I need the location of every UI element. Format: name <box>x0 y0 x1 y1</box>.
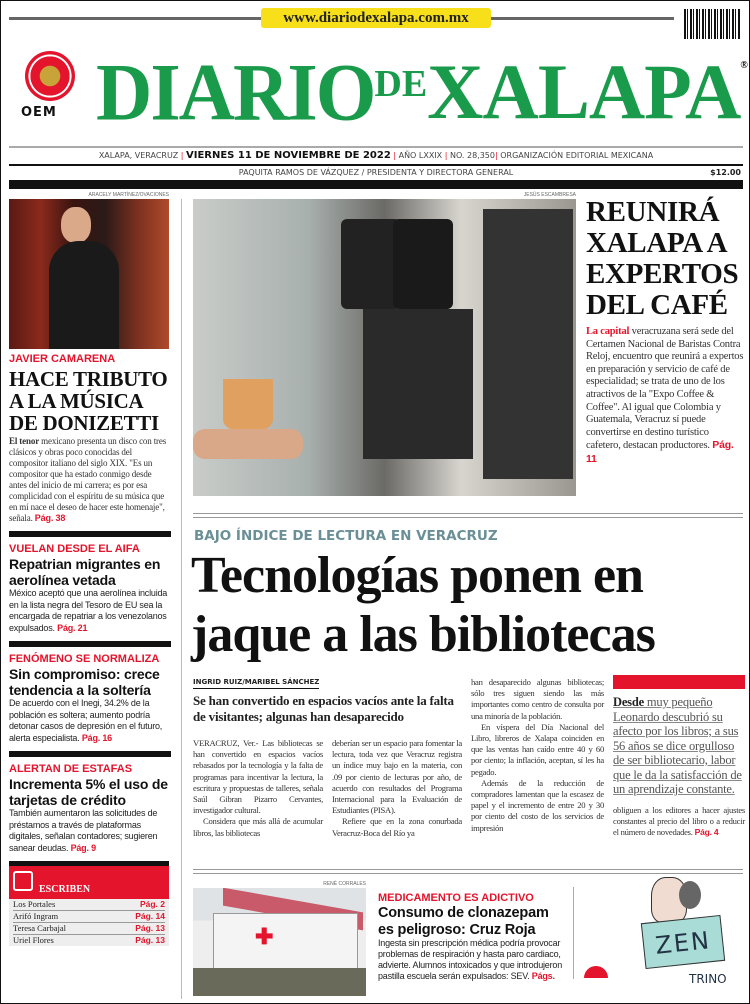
columnist-name: Teresa Carbajal <box>13 923 66 933</box>
masthead-diario: DIARIO <box>96 45 375 138</box>
body-text: En víspera del Día Nacional del Libro, libreros de Xalapa coinciden en que las ventas han caído entre 40 y 60 por ciento; la inflación, aceptan, sí les ha pegado. <box>471 721 604 777</box>
page-ref[interactable]: Pág. 38 <box>34 513 66 523</box>
body-text: deberían ser un espacio para fomentar la lectura, toda vez que Veracruz registra un índice muy bajo en la materia, con .09 por ciento de lecturas por año, de acuerdo con resultados del Programa Internacional para la Evaluación de Estudiantes (PISA). <box>332 738 462 816</box>
headline: Sin compromiso: crece tendencia a la soltería <box>9 666 160 698</box>
body-text: También aumentaron las solicitudes de préstamos a través de plataformas digitales, señalan contadores; sugieren sanear deudas. <box>9 808 158 853</box>
body-text: De acuerdo con el Inegi, 34.2% de la población es soltera; aumento podría detonar casos de depresión en el futuro, alerta especialista. <box>9 698 163 743</box>
story-body <box>586 326 744 467</box>
headphones-icon <box>679 881 701 909</box>
masthead <box>96 45 748 138</box>
registered-mark: ® <box>740 60 748 71</box>
page-ref[interactable]: Pág. 16 <box>81 732 112 743</box>
double-rule <box>193 513 743 518</box>
coffee-grinders-photo[interactable] <box>193 199 576 496</box>
oem-logo-text: OEM <box>21 105 57 120</box>
body-text: Refiere que en la zona conurbada Veracruz-Boca del Río ya <box>332 816 462 838</box>
body-text: han desaparecido algunas bibliotecas; sólo tres siguen siendo las más importantes como centro de consulta por una minoría de la población. <box>471 677 604 721</box>
dateline-date: VIERNES 11 DE NOVIEMBRE DE 2022 <box>185 150 391 161</box>
columnist-item[interactable] <box>13 899 165 911</box>
page-ref[interactable]: Pág. 13 <box>135 935 165 945</box>
story-camarena[interactable] <box>9 353 171 524</box>
body-text: México aceptó que una aerolínea incluida en la lista negra del Tesoro de EU sea la encargada de repatriar a los venezolanos expulsados. <box>9 588 168 633</box>
story-body <box>9 808 171 854</box>
barcode <box>684 9 741 39</box>
headline: Repatrian migrantes en aerolínea vetada <box>9 556 161 588</box>
website-url[interactable]: www.diariodexalapa.com.mx <box>261 8 491 28</box>
masthead-de: DE <box>374 63 428 105</box>
main-kicker: BAJO ÍNDICE DE LECTURA EN VERACRUZ <box>194 528 498 544</box>
dateline: XALAPA, VERACRUZ | VIERNES 11 DE NOVIEMBRE DE 2022 | AÑO LXXIX | NO. 28,350| ORGANIZACIÓN EDITORIAL MEXICANA <box>98 150 654 161</box>
page-ref[interactable]: Pág. 21 <box>57 622 88 633</box>
kicker: ALERTAN DE ESTAFAS <box>9 763 133 775</box>
cruz-roja-photo[interactable] <box>193 888 366 996</box>
body-text: mexicano presenta un disco con tres clásicos y obras poco conocidas del compositor italiano del siglo XIX. "Es un compositor que ha estado conmigo desde antes del inicio de mi carrera; es por esa complicidad con el espíritu de su música que en mí nace el deseo de hacer este homenaje", señala. <box>9 436 167 523</box>
header-bar <box>9 180 743 189</box>
divider <box>9 751 171 757</box>
body-text: VERACRUZ, Ver.- Las bibliotecas se han convertido en espacios vacíos rebasados por la tecnología y la falta de programas para incentivar la lectura, la escritura y propuestas de talleres, señala Saúl Gibran Pizarro Cervantes, investigador cultural. <box>193 738 323 816</box>
cartoon-banner: ZEN <box>641 915 725 969</box>
escriben-title: ESCRIBEN <box>39 884 91 895</box>
story-clonazepam[interactable] <box>378 892 566 982</box>
sidebar-quote <box>613 695 745 797</box>
quote-text: muy pequeño Leonardo descubrió su afecto por los libros; a sus 56 años se dice orgulloso de ser bibliotecario, labor que le da la satisfacción de un aprendizaje constante. <box>613 695 742 796</box>
lead: El tenor <box>9 436 40 446</box>
pen-icon <box>13 871 33 891</box>
escriben-list <box>9 899 169 946</box>
rule <box>9 164 743 166</box>
kicker: VUELAN DESDE EL AIFA <box>9 543 140 555</box>
page-ref[interactable]: Pág. 13 <box>135 923 165 933</box>
story-body <box>378 938 566 982</box>
page-ref[interactable]: Págs. <box>531 971 555 981</box>
body-text: Considera que más allá de acumular libros, las bibliotecas <box>193 816 323 838</box>
rule <box>9 146 743 148</box>
kicker: MEDICAMENTO ES ADICTIVO <box>378 892 534 904</box>
photo-credit: JESÚS ESCAMBRESA <box>523 192 576 198</box>
double-rule <box>193 869 743 874</box>
divider <box>9 641 171 647</box>
page-ref[interactable]: Pág. 2 <box>139 899 165 909</box>
photo-credit: RENÉ CORRALES <box>323 881 366 887</box>
dateline-org: ORGANIZACIÓN EDITORIAL MEXICANA <box>500 151 654 160</box>
columnist-item[interactable] <box>13 923 165 935</box>
main-col-3 <box>471 677 604 834</box>
story-migrantes[interactable] <box>9 543 171 634</box>
page-ref[interactable]: Pág. 11 <box>586 439 734 465</box>
lead: Desde <box>613 695 644 709</box>
red-bar <box>613 675 745 689</box>
zen-cartoon[interactable] <box>601 877 746 997</box>
headline: REUNIRÁ XALAPA A EXPERTOS DEL CAFÉ <box>586 196 739 321</box>
red-cross-icon: ✚ <box>255 924 274 949</box>
story-solteria[interactable] <box>9 653 171 744</box>
columnist-name: Uriel Flores <box>13 935 54 945</box>
story-body <box>9 588 171 634</box>
main-right-column <box>613 675 745 838</box>
main-subhead: Se han convertido en espacios vacíos ante la falta de visitantes; algunas han desaparecido <box>193 693 454 724</box>
headline: Incrementa 5% el uso de tarjetas de crédito <box>9 776 168 808</box>
body-text: veracruzana será sede del Certamen Nacional de Baristas Contra Reloj, encuentro que reunirá a expertos en preparación y servicio de café de especialidad; se trata de uno de los atractivos de la "Expo Coffee & Coffee". Al igual que Colombia y Guatemala, Veracruz sí puede convertirse en destino turístico cafetero, destacan productores. <box>586 326 744 452</box>
price: $12.00 <box>710 168 741 177</box>
escriben-header <box>9 861 169 899</box>
lead: La capital <box>586 326 630 337</box>
director-line: PAQUITA RAMOS DE VÁZQUEZ / PRESIDENTA Y DIRECTORA GENERAL <box>238 168 514 177</box>
byline: INGRID RUIZ/MARIBEL SÁNCHEZ <box>193 678 319 689</box>
main-col-1 <box>193 738 323 839</box>
column-divider <box>181 199 182 999</box>
dateline-year: AÑO LXXIX <box>398 151 443 160</box>
story-body <box>9 698 171 744</box>
oem-logo <box>21 51 81 123</box>
cartoon-signature: TRINO <box>689 972 727 986</box>
body-text: Ingesta sin prescripción médica podría provocar problemas de respiración y hasta paro cardiaco, advierte. Alumnos intoxicados y que introdujeron pastilla escuela serán expulsados: SEV. <box>378 938 563 981</box>
divider <box>9 531 171 537</box>
column-divider <box>573 887 574 979</box>
main-col-4 <box>613 805 745 839</box>
page-ref[interactable]: Pág. 9 <box>70 842 96 853</box>
page-ref[interactable]: Pág. 14 <box>135 911 165 921</box>
story-body <box>9 436 171 524</box>
main-col-2 <box>332 738 462 839</box>
columnist-item[interactable] <box>13 935 165 946</box>
body-text: obliguen a los editores a hacer ajustes constantes al precio del libro o a reducir el número de novedades. <box>613 804 745 837</box>
photo-credit: ARACELY MARTÍNEZ/OVACIONES <box>88 192 169 198</box>
headline: HACE TRIBUTO A LA MÚSICA DE DONIZETTI <box>9 367 168 435</box>
kicker: FENÓMENO SE NORMALIZA <box>9 653 160 665</box>
story-tarjetas[interactable] <box>9 763 171 854</box>
columnist-name: Arifó Ingram <box>13 911 59 921</box>
kicker: JAVIER CAMARENA <box>9 353 116 365</box>
headline: Consumo de clonazepam es peligroso: Cruz Roja <box>378 905 549 938</box>
camarena-photo[interactable] <box>9 199 169 349</box>
left-column <box>9 353 171 946</box>
columnist-item[interactable] <box>13 911 165 923</box>
columnist-name: Los Portales <box>13 899 56 909</box>
story-cafe[interactable] <box>586 197 744 467</box>
dateline-city: XALAPA, VERACRUZ <box>98 151 179 160</box>
main-headline[interactable]: Tecnologías ponen en jaque a las bibliotecas <box>191 547 655 663</box>
body-text: Además de la reducción de compradores lamentan que la escasez de papel y el incremento de entre 20 y 30 por ciento del costo de los servicios de impresión <box>471 777 604 833</box>
dateline-number: NO. 28,350 <box>449 151 495 160</box>
masthead-xalapa: XALAPA <box>427 48 741 135</box>
page-ref[interactable]: Pág. 4 <box>694 826 719 837</box>
oem-emblem-icon <box>25 51 75 101</box>
